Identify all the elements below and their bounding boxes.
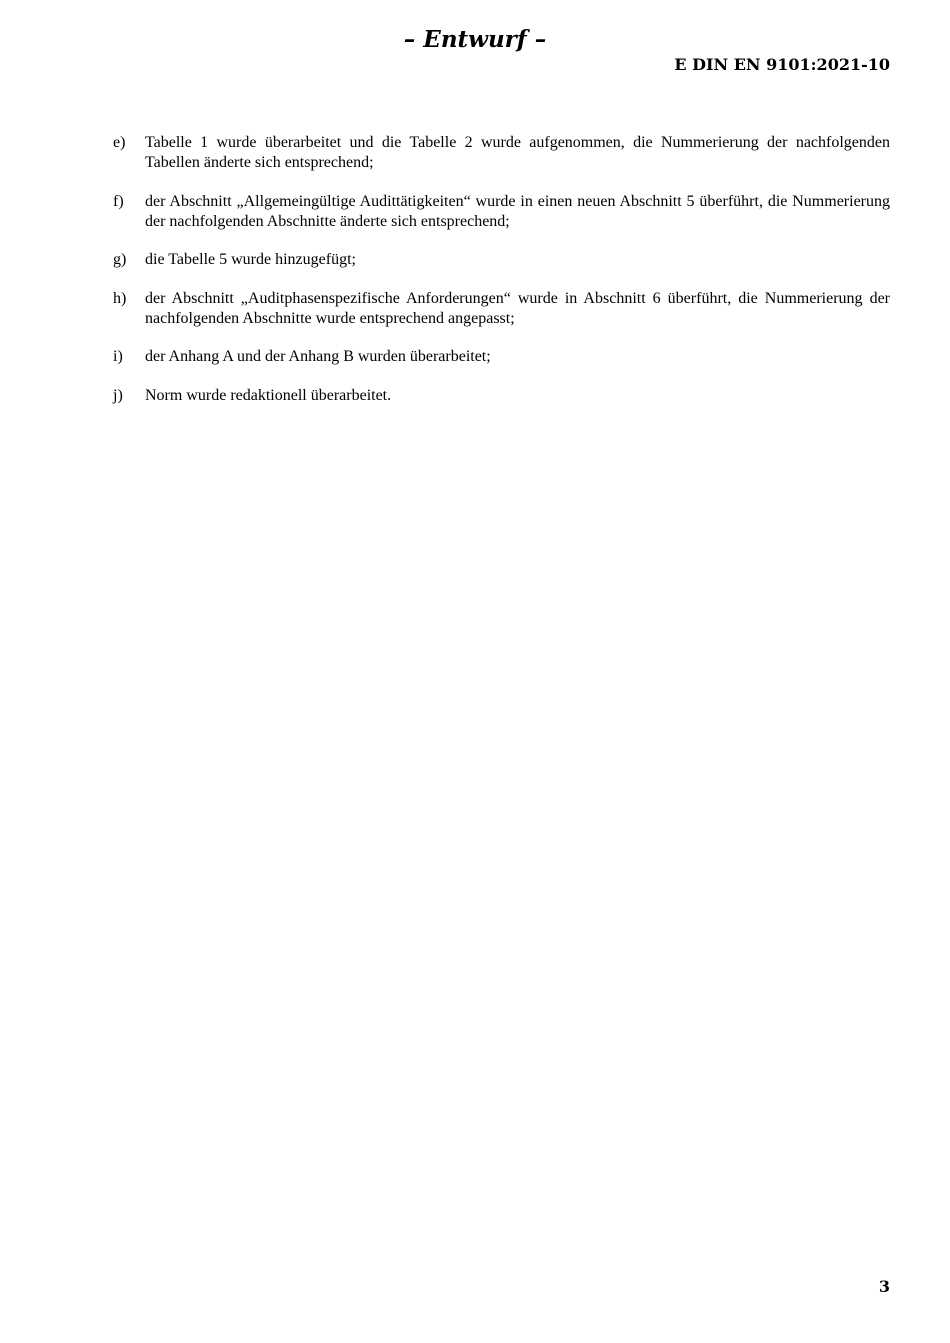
page-number: 3 [878,1277,890,1296]
list-item-text: der Abschnitt „Auditphasenspezifische Anforderungen“ wurde in Abschnitt 6 überführt, die Nummerierung der nachfolgenden Abschnitte wurde entsprechend angepasst; [145,289,890,327]
list-item [113,133,890,173]
list-item [113,386,890,406]
list-item-marker: h) [113,289,127,307]
list-item-text: der Anhang A und der Anhang B wurden überarbeitet; [145,348,491,365]
list-item-text: Tabelle 1 wurde überarbeitet und die Tabelle 2 wurde aufgenommen, die Nummerierung der nachfolgenden Tabellen änderte sich entsprechend; [145,134,890,171]
change-list [113,133,890,424]
list-item-marker: e) [113,134,126,151]
list-item [113,192,890,232]
list-item-text: die Tabelle 5 wurde hinzugefügt; [145,251,356,268]
list-item-marker: j) [113,386,123,404]
list-item-marker: g) [113,251,127,268]
list-item [113,250,890,270]
draft-label: – Entwurf – [403,26,547,53]
list-item-text: der Abschnitt „Allgemeingültige Audittätigkeiten“ wurde in einen neuen Abschnitt 5 überführt, die Nummerierung der nachfolgenden Abschnitte änderte sich entsprechend; [145,192,890,230]
list-item-marker: i) [113,348,123,365]
document-number: E DIN EN 9101:2021-10 [674,55,890,74]
list-item-text: Norm wurde redaktionell überarbeitet. [145,386,392,404]
list-item-marker: f) [113,192,124,210]
list-item [113,347,890,367]
list-item [113,289,890,329]
